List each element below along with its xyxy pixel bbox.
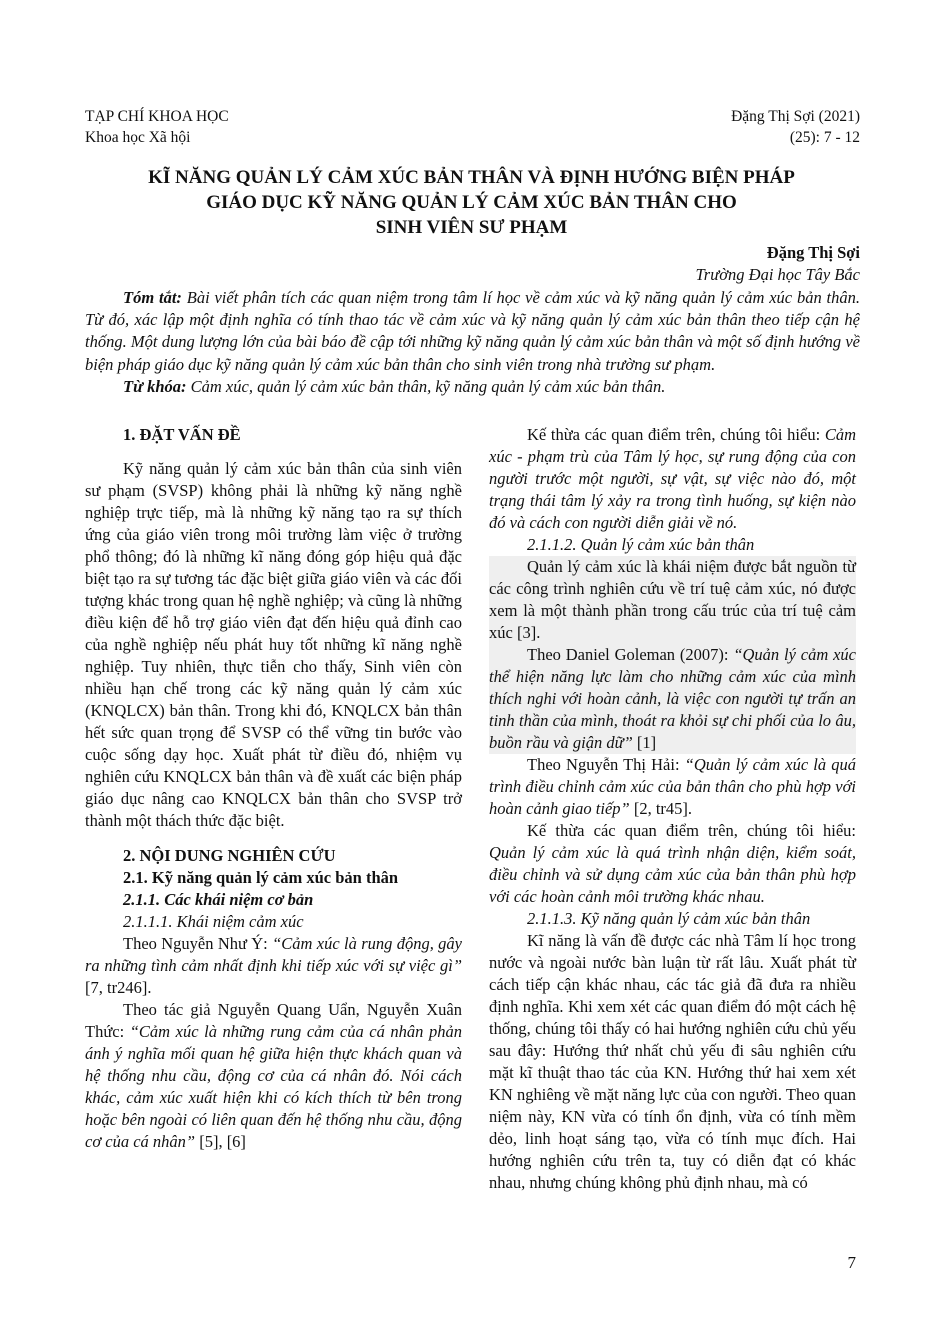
paragraph: Quản lý cảm xúc là khái niệm được bắt nguồn từ các công trình nghiên cứu về trí tuệ cảm xúc, nó được xem là một thành phần trong cấu trúc của trí tuệ cảm xúc [3].	[489, 557, 856, 642]
paragraph: Theo tác giả Nguyễn Quang Uẩn, Nguyễn Xuân Thức: “Cảm xúc là những rung cảm của cá nhân phản ánh ý nghĩa mối quan hệ giữa hiện thực khách quan và hệ thống nhu cầu, động cơ của cá nhân đó. Nói cách khác, cảm xúc xuất hiện khi có kích thích từ bên trong hoặc bên ngoài có liên quan đến hệ thống nhu cầu, động cơ của cá nhân” [5], [6]	[85, 1000, 462, 1151]
section-heading: 2. NỘI DUNG NGHIÊN CỨU	[123, 846, 336, 865]
issue-pages: (25): 7 - 12	[789, 129, 860, 146]
paragraph: Theo Nguyễn Thị Hải: “Quản lý cảm xúc là quá trình điều chỉnh cảm xúc của bản thân cho phù hợp với hoàn cảnh giao tiếp” [2, tr45].	[489, 755, 856, 818]
article-title-line-1: KĨ NĂNG QUẢN LÝ CẢM XÚC BẢN THÂN VÀ ĐỊNH HƯỚNG BIỆN PHÁP	[148, 167, 795, 188]
paragraph: Kế thừa các quan điểm trên, chúng tôi hiểu: Cảm xúc - phạm trù của Tâm lý học, sự rung động của con người trước một người, sự vật, sự việc nào đó, một trạng thái tâm lý xảy ra trong tình huống, sự kiện nào đó và cách con người diễn giải về nó.	[489, 425, 856, 532]
page-header	[85, 106, 860, 148]
section-heading: 2.1.1.2. Quản lý cảm xúc bản thân	[527, 535, 755, 554]
paragraph: Kỹ năng quản lý cảm xúc bản thân của sinh viên sư phạm (SVSP) không phải là những kỹ năng nghề nghiệp trực tiếp, mà là những kỹ năng tạo ra sự thích ứng của giáo viên trong môi trường làm việc ở trường phổ thông; đó là những kĩ năng đóng góp hiệu quả đặc biệt tạo ra sự tương tác đặc biệt giữa giáo viên và các đối tượng khác trong quan hệ nghề nghiệp; và cũng là những điều kiện để hỗ trợ giáo viên đạt đến hiệu quả đỉnh cao của nghề nghiệp nếu phát huy tốt những kĩ năng nghề nghiệp. Tuy nhiên, thực tiễn cho thấy, Sinh viên còn nhiều hạn chế trong các kỹ năng quản lý cảm xúc (KNQLCX) bản thân. Trong khi đó, KNQLCX bản thân hết sức quan trọng để SVSP có thể vững tin bước vào cuộc sống dạy học. Xuất phát từ điều đó, nhiệm vụ nghiên cứu KNQLCX bản thân và đề xuất các biện pháp giáo dục nâng cao KNQLCX bản thân cho SVSP trở thành một thách thức đặc biệt.	[85, 459, 462, 830]
section-heading: 2.1. Kỹ năng quản lý cảm xúc bản thân	[123, 868, 399, 887]
header-right	[731, 106, 860, 148]
page-number: 7	[847, 1253, 856, 1272]
keywords: Từ khóa: Cảm xúc, quản lý cảm xúc bản thân, kỹ năng quản lý cảm xúc bản thân.	[123, 376, 666, 396]
abstract: Tóm tắt: Bài viết phân tích các quan niệm trong tâm lí học về cảm xúc và kỹ năng quản lý cảm xúc bản thân. Từ đó, xác lập một định nghĩa có tính thao tác về cảm xúc và kỹ năng quản lý cảm xúc bản thân theo tiếp cận hệ thống. Một dung lượng lớn của bài báo đề cập tới những kỹ năng quản lý cảm xúc bản thân và một số định hướng về biện pháp giáo dục kỹ năng quản lý cảm xúc bản thân cho sinh viên trong nhà trường sư phạm.	[85, 288, 860, 374]
article-author: Đặng Thị Sợi	[766, 243, 860, 262]
section-heading: 2.1.1.3. Kỹ năng quản lý cảm xúc bản thân	[527, 909, 811, 928]
article-title-line-2: GIÁO DỤC KỸ NĂNG QUẢN LÝ CẢM XÚC BẢN THÂN CHO	[206, 192, 737, 213]
section-heading: 2.1.1.1. Khái niệm cảm xúc	[123, 912, 304, 931]
paragraph: Kế thừa các quan điểm trên, chúng tôi hiểu: Quản lý cảm xúc là quá trình nhận diện, kiểm soát, điều chỉnh và sử dụng cảm xúc của bản thân phù hợp với các hoàn cảnh môi trường khác nhau.	[489, 821, 856, 906]
header-left	[85, 106, 229, 148]
front-matter	[85, 287, 860, 398]
author-citation: Đặng Thị Sợi (2021)	[731, 108, 860, 125]
right-column	[489, 424, 856, 1194]
article-affiliation: Trường Đại học Tây Bắc	[695, 265, 860, 284]
paragraph: Kĩ năng là vấn đề được các nhà Tâm lí học trong nước và ngoài nước bàn luận từ rất lâu. Xuất phát từ cách tiếp cận khác nhau, các tác giả đã đưa ra nhiều định nghĩa. Khi xem xét các quan điểm đó một cách hệ thống, chúng tôi thấy có hai hướng nghiên cứu chủ yếu sau đây: Hướng thứ nhất chủ yếu đi sâu nghiên cứu mặt kĩ thuật thao tác của KN. Hướng thứ hai xem xét KN nghiêng về mặt năng lực của con người. Theo quan niệm này, KN vừa có tính ổn định, vừa có tính mềm dẻo, linh hoạt sáng tạo, vừa có tính mục đích. Hai hướng nghiên cứu trên ta, tuy có diễn đạt có khác nhau, nhưng chúng không phủ định nhau, mà có	[489, 931, 856, 1192]
article-title-line-3: SINH VIÊN SƯ PHẠM	[375, 217, 568, 238]
section-heading: 1. ĐẶT VẤN ĐỀ	[123, 425, 241, 444]
paragraph: Theo Daniel Goleman (2007): “Quản lý cảm xúc thể hiện năng lực làm cho những cảm xúc của mình thích nghi với hoàn cảnh, là việc con người tự trấn an tinh thần của mình, thoát ra khỏi sự chi phối của lo âu, buồn rầu và giận dữ” [1]	[489, 645, 856, 752]
section-heading: 2.1.1. Các khái niệm cơ bản	[123, 890, 314, 909]
journal-section: Khoa học Xã hội	[85, 129, 191, 146]
left-column	[85, 424, 462, 1153]
article-title	[60, 165, 883, 240]
paragraph: Theo Nguyễn Như Ý: “Cảm xúc là rung động, gây ra những tình cảm nhất định khi tiếp xúc với sự việc gì” [7, tr246].	[85, 934, 462, 997]
journal-name: TẠP CHÍ KHOA HỌC	[85, 108, 229, 125]
